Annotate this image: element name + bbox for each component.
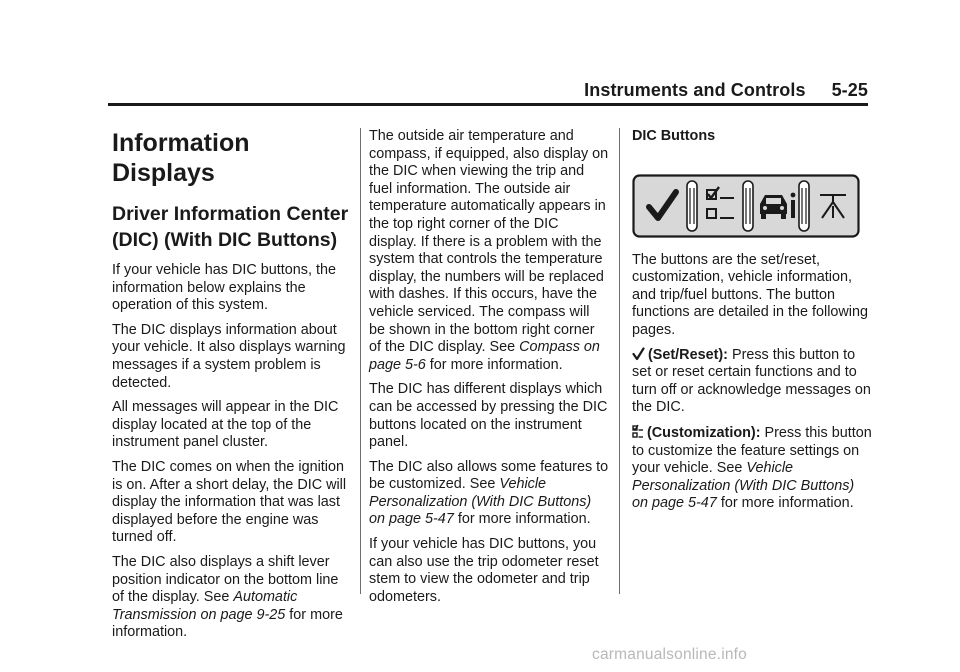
section-title: Instruments and Controls	[584, 80, 806, 100]
checklist-icon	[632, 424, 644, 439]
customization-description	[632, 424, 872, 513]
text: Press this button to customize the feature settings on your vehicle. See	[632, 424, 872, 477]
paragraph	[369, 128, 609, 374]
text: for more information.	[112, 606, 343, 641]
paragraph: All messages will appear in the DIC display located at the top of the instrument panel cluster.	[112, 399, 339, 451]
paragraph: The DIC comes on when the ignition is on. After a short delay, the DIC will display the information that was last displayed before the engine was turned off.	[112, 458, 347, 546]
page-header	[108, 80, 868, 101]
column-3	[632, 128, 872, 520]
paragraph	[112, 554, 352, 642]
watermark: carmanualsonline.info	[592, 646, 747, 663]
term-label: (Set/Reset):	[648, 346, 728, 363]
text: for more information.	[716, 495, 854, 512]
set-reset-description	[632, 347, 872, 417]
paragraph: The DIC displays information about your vehicle. It also displays warning messages if a system problem is detected.	[112, 321, 346, 391]
text: The DIC also displays a shift lever position indicator on the bottom line of the display. See	[112, 553, 339, 606]
text: The outside air temperature and compass, if equipped, also display on the DIC when viewing the trip and fuel information. The outside air temperature automatically appears in the top right corner of the DIC display. If there is a problem with the system that controls the temperature display, the numbers will be replaced with dashes. If this occurs, have the vehicle serviced. The compass will be shown in the bottom right corner of the DIC display. See	[369, 128, 609, 356]
subsection-heading: Driver Information Center (DIC) (With DIC Buttons)	[112, 203, 349, 251]
text: for more information.	[453, 511, 591, 528]
section-heading: Information Displays	[112, 129, 250, 187]
page-number: 5-25	[831, 80, 868, 100]
column-1	[112, 128, 352, 649]
paragraph	[369, 459, 609, 529]
term-label: (Customization):	[647, 424, 761, 441]
cross-reference-link[interactable]: Vehicle Personalization (With DIC Buttons) on page 5-47	[369, 476, 592, 528]
dic-buttons-heading: DIC Buttons	[632, 128, 716, 144]
cross-reference-link[interactable]: Automatic Transmission on page 9-25	[112, 589, 298, 623]
column-divider	[360, 128, 361, 594]
header-rule	[108, 103, 868, 106]
text: for more information.	[425, 356, 563, 373]
paragraph: If your vehicle has DIC buttons, you can also use the trip odometer reset stem to view the odometer and trip odometers.	[369, 536, 599, 605]
paragraph: The DIC has different displays which can be accessed by pressing the DIC buttons located on the instrument panel.	[369, 381, 608, 451]
column-2	[369, 128, 609, 613]
text: Press this button to set or reset certain functions and to turn off or acknowledge messages on the DIC.	[632, 346, 871, 416]
column-divider	[619, 128, 620, 594]
paragraph: The buttons are the set/reset, customization, vehicle information, and trip/fuel buttons. The button functions are detailed in the following pages.	[632, 251, 868, 338]
check-icon	[632, 347, 645, 361]
text: The DIC also allows some features to be customized. See	[369, 458, 609, 493]
cross-reference-link[interactable]: Vehicle Personalization (With DIC Buttons) on page 5-47	[632, 460, 855, 512]
dic-button-panel	[632, 174, 860, 238]
paragraph: If your vehicle has DIC buttons, the information below explains the operation of this system.	[112, 262, 336, 314]
cross-reference-link[interactable]: Compass on page 5-6	[369, 339, 600, 373]
